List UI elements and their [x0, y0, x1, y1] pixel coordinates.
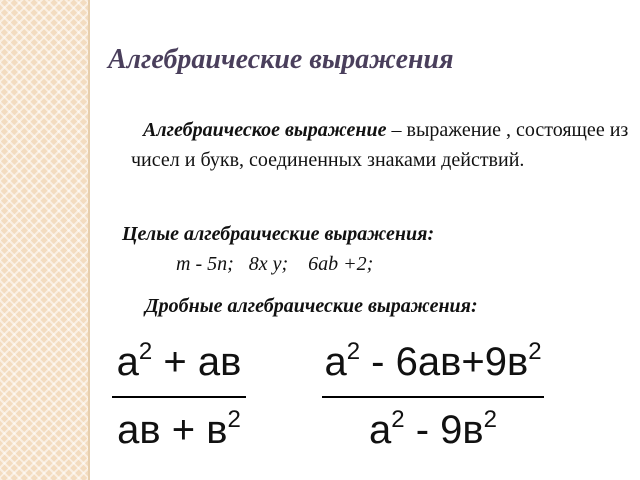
exponent: 2	[391, 406, 405, 433]
exponent: 2	[138, 338, 153, 365]
fraction-1-denominator	[112, 408, 246, 452]
exponent: 2	[346, 338, 361, 365]
fraction-expressions-heading: Дробные алгебраические выражения:	[145, 295, 478, 317]
var-a: а	[368, 408, 392, 452]
exponent: 2	[483, 406, 497, 433]
var-a: а	[324, 340, 347, 384]
denominator-base: ав + в	[117, 408, 228, 452]
definition-text: – выражение , состоящее из чисел и букв, соединенных знаками действий.	[131, 119, 629, 171]
fraction-example-1	[112, 340, 246, 456]
numerator-middle: - 6ав+9в	[360, 340, 529, 384]
fraction-1-bar	[112, 396, 246, 398]
fraction-example-2	[322, 340, 544, 456]
side-strip-edge	[88, 0, 90, 480]
definition-paragraph	[131, 115, 631, 175]
fraction-1-numerator	[112, 340, 246, 384]
exponent: 2	[227, 406, 241, 433]
fraction-2-denominator	[322, 408, 544, 452]
denominator-middle: - 9в	[404, 408, 484, 452]
slide-title: Алгебраические выражения	[108, 44, 454, 75]
decorative-side-strip	[0, 0, 88, 480]
integer-expressions-heading: Целые алгебраические выражения:	[122, 223, 435, 245]
numerator-rest: + ав	[152, 340, 242, 384]
var-a: а	[116, 340, 139, 384]
fraction-2-bar	[322, 396, 544, 398]
fraction-2-numerator	[322, 340, 544, 384]
exponent: 2	[528, 338, 542, 365]
integer-expressions-examples: m - 5n; 8x y; 6ab +2;	[176, 253, 374, 275]
definition-term: Алгебраическое выражение	[143, 119, 387, 141]
